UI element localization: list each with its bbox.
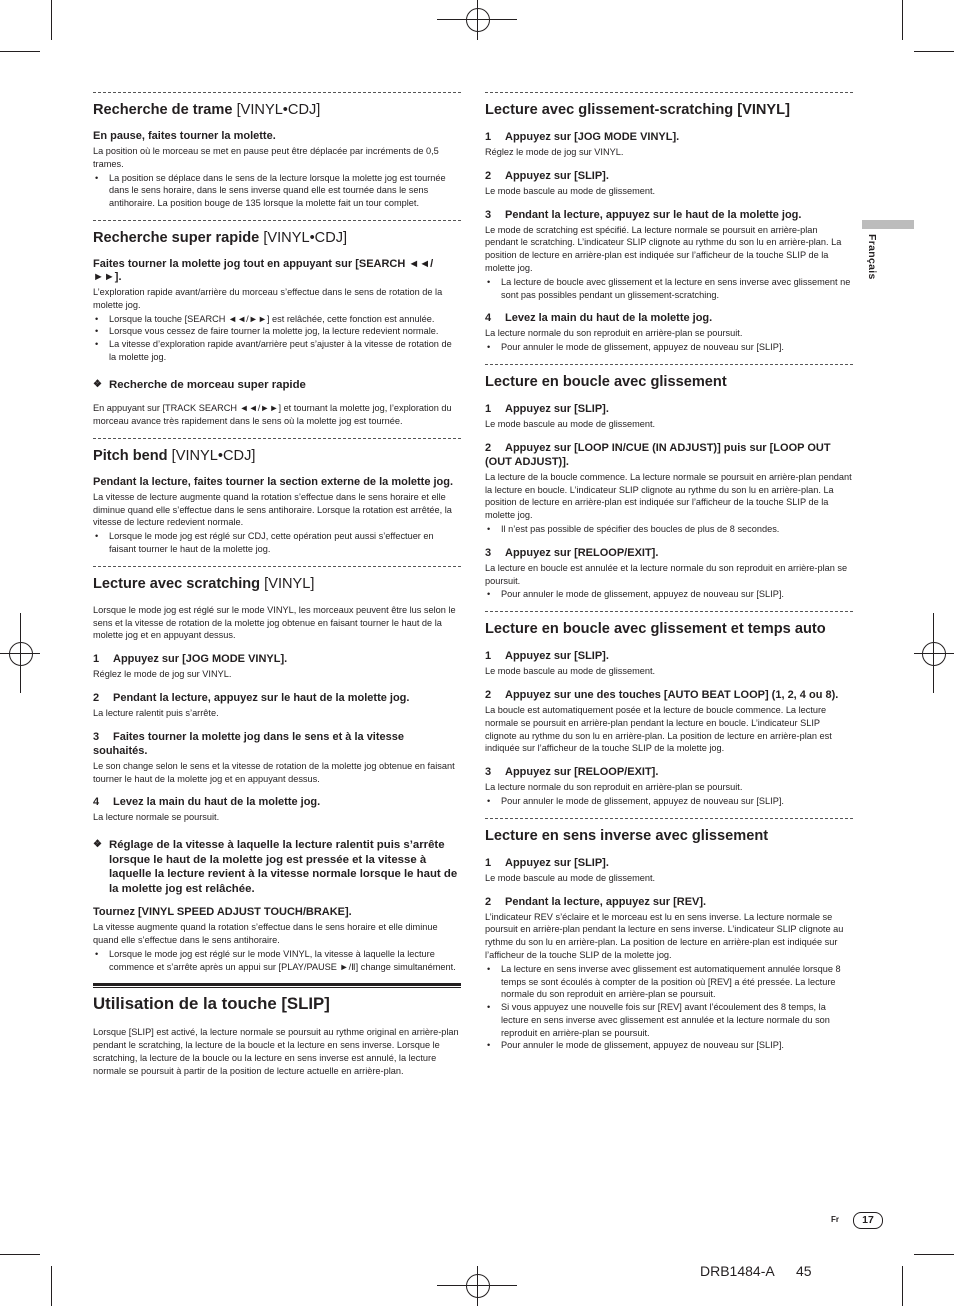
crop-mark — [0, 51, 40, 52]
chapter-title: Utilisation de la touche [SLIP] — [93, 994, 330, 1014]
instruction-lead: Pendant la lecture, faites tourner la section externe de la molette jog. — [93, 475, 454, 488]
bullet-list — [485, 341, 853, 354]
section-divider — [485, 92, 853, 93]
bullet-item: • Lorsque le mode jog est réglé sur CDJ, cette opération peut aussi s’effectuer en faisant tourner le haut de la molette jog. — [93, 530, 461, 556]
bullet-item: • Il n’est pas possible de spécifier des boucles de plus de 8 secondes. — [485, 523, 853, 536]
step-label: 4 Levez la main du haut de la molette jog. — [93, 796, 321, 809]
bullet-list — [485, 276, 853, 302]
bullet-item: • La lecture en sens inverse avec glissement est automatiquement annulée lorsque 8 temps se sont écoulés à compter de la position où [REV] a été pressée. La lecture normale du son reproduit en arrière-plan se poursuit. — [485, 963, 853, 1001]
subsection-title: ❖ Recherche de morceau super rapide — [93, 378, 306, 391]
paragraph: La lecture ralentit puis s’arrête. — [93, 708, 219, 719]
paragraph: Le mode bascule au mode de glissement. — [485, 666, 656, 677]
bullet-list — [93, 530, 461, 556]
step-label: 3 Appuyez sur [RELOOP/EXIT]. — [485, 766, 659, 779]
page-language-code: Fr — [831, 1215, 839, 1224]
paragraph: La vitesse de lecture augmente quand la rotation s’effectue dans le sens horaire et elle diminue quand elle s’effectue dans le sens antihoraire. Lorsque la rotation est arrêtée, la vitesse de lecture redevient normale. — [93, 491, 452, 528]
step-label: 3 Faites tourner la molette jog dans le sens et à la vitesse souhaités. — [93, 730, 404, 757]
registration-mark — [20, 613, 21, 693]
step-label: 3 Appuyez sur [RELOOP/EXIT]. — [485, 546, 659, 559]
paragraph: La vitesse augmente quand la rotation s’effectue dans le sens horaire et elle diminue quand elle s’effectue dans le sens antihoraire. — [93, 922, 438, 946]
language-tab — [862, 220, 914, 229]
step-label: 1 Appuyez sur [SLIP]. — [485, 856, 609, 869]
section-divider — [93, 92, 461, 93]
bullet-list — [93, 313, 461, 364]
registration-mark — [9, 642, 33, 666]
registration-mark — [466, 8, 490, 32]
paragraph: La lecture de la boucle commence. La lecture normale se poursuit en arrière-plan pendant la lecture en boucle. L’indicateur SLIP clignote au rythme du son lu en arrière-plan. La position de lecture en arrière-plan est indiquée sur l’afficheur de la touche SLIP de la molette jog. — [485, 471, 852, 521]
section-title: Recherche super rapide [VINYL•CDJ] — [93, 229, 348, 246]
section-title: Lecture avec scratching [VINYL] — [93, 575, 315, 592]
crop-mark — [51, 0, 52, 40]
registration-mark — [933, 613, 934, 693]
print-page-number: 45 — [796, 1263, 812, 1279]
step-label: 1 Appuyez sur [SLIP]. — [485, 402, 609, 415]
paragraph: Lorsque [SLIP] est activé, la lecture normale se poursuit au rythme original en arrière-plan pendant le scratching, la lecture de la boucle et la lecture en sens inverse. Lorsque le scratching, la lecture de la boucle ou la lecture en sens inverse est annulé, la lecture normale se poursuit à partir de la position de lecture actuelle en arrière-plan. — [93, 1027, 459, 1076]
section-title: Lecture en sens inverse avec glissement — [485, 827, 769, 844]
paragraph: En appuyant sur [TRACK SEARCH ◄◄/►►] et tournant la molette jog, l’exploration du morceau avance très rapidement dans le sens où la molette jog est tournée. — [93, 403, 452, 427]
paragraph: Le mode bascule au mode de glissement. — [485, 185, 656, 196]
section-divider — [93, 220, 461, 221]
bullet-item: • La position se déplace dans le sens de la lecture lorsque la molette jog est tournée dans le sens horaire, dans le sens inverse quand elle est tournée dans le sens antihoraire. La position bouge de 135 lorsque la molette fait un tour complet. — [93, 172, 461, 210]
bullet-item: • Pour annuler le mode de glissement, appuyez de nouveau sur [SLIP]. — [485, 1039, 853, 1052]
step-label: 3 Pendant la lecture, appuyez sur le haut de la molette jog. — [485, 208, 802, 221]
bullet-item: • Lorsque la touche [SEARCH ◄◄/►►] est relâchée, cette fonction est annulée. — [93, 313, 461, 326]
crop-mark — [0, 1254, 40, 1255]
language-tab-label: Français — [866, 234, 878, 280]
paragraph: L’exploration rapide avant/arrière du morceau s’effectue dans le sens de rotation de la molette jog. — [93, 286, 443, 310]
instruction-lead: En pause, faites tourner la molette. — [93, 130, 276, 142]
registration-mark — [466, 1274, 490, 1298]
paragraph: La lecture normale se poursuit. — [93, 812, 220, 823]
diamond-bullet-icon: ❖ — [93, 839, 102, 851]
crop-mark — [51, 1266, 52, 1306]
bullet-item: • La vitesse d’exploration rapide avant/arrière peut s’ajuster à la vitesse de rotation de la molette jog. — [93, 338, 461, 364]
bullet-item: • Lorsque vous cessez de faire tourner la molette jog, la lecture redevient normale. — [93, 325, 461, 338]
bullet-item: • La lecture de boucle avec glissement et la lecture en sens inverse avec glissement ne sont pas possibles pendant un glissement-scratching. — [485, 276, 853, 302]
bullet-item: • Pour annuler le mode de glissement, appuyez de nouveau sur [SLIP]. — [485, 795, 853, 808]
section-title: Lecture avec glissement-scratching [VINYL] — [485, 102, 790, 118]
crop-mark — [902, 1266, 903, 1306]
step-label: 1 Appuyez sur [JOG MODE VINYL]. — [485, 131, 680, 143]
paragraph: Le son change selon le sens et la vitesse de rotation de la molette jog obtenue en faisant tourner le haut de la molette jog et en appuyant dessus. — [93, 760, 455, 784]
bullet-list — [485, 795, 853, 808]
section-divider — [93, 566, 461, 567]
left-column — [93, 88, 461, 1088]
section-title: Recherche de trame [VINYL•CDJ] — [93, 102, 321, 118]
paragraph: La lecture normale du son reproduit en arrière-plan se poursuit. — [485, 782, 743, 793]
bullet-item: • Lorsque le mode jog est réglé sur le mode VINYL, la vitesse à laquelle la lecture commence et s’arrête après un appui sur [PLAY/PAUSE ►/Ⅱ] change simultanément. — [93, 948, 461, 974]
step-label: 2 Pendant la lecture, appuyez sur [REV]. — [485, 895, 707, 908]
step-label: 4 Levez la main du haut de la molette jog. — [485, 312, 713, 325]
paragraph: La lecture normale du son reproduit en arrière-plan se poursuit. — [485, 328, 743, 339]
diamond-bullet-icon: ❖ — [93, 378, 102, 390]
section-divider — [485, 364, 853, 365]
section-title: Lecture en boucle avec glissement — [485, 373, 727, 390]
section-divider — [485, 611, 853, 612]
paragraph: La boucle est automatiquement posée et la lecture de boucle commence. La lecture normale se poursuit en arrière-plan pendant la lecture en boucle. L’indicateur SLIP clignote au rythme du son lu en arrière-plan. La position de lecture en arrière-plan est indiquée sur l’afficheur de la touche SLIP de la molette jog. — [485, 704, 832, 754]
document-id: DRB1484-A — [700, 1263, 775, 1279]
step-label: 2 Appuyez sur [LOOP IN/CUE (IN ADJUST)] puis sur [LOOP OUT (OUT ADJUST)]. — [485, 441, 831, 468]
page-number: 17 — [853, 1212, 883, 1229]
step-label: 2 Appuyez sur [SLIP]. — [485, 169, 609, 182]
step-label: 1 Appuyez sur [JOG MODE VINYL]. — [93, 653, 288, 666]
registration-mark — [922, 642, 946, 666]
bullet-item: • Pour annuler le mode de glissement, appuyez de nouveau sur [SLIP]. — [485, 341, 853, 354]
paragraph: Le mode bascule au mode de glissement. — [485, 418, 656, 429]
section-title: Pitch bend [VINYL•CDJ] — [93, 447, 256, 464]
section-divider — [485, 818, 853, 819]
registration-mark — [914, 653, 954, 654]
bullet-list — [93, 948, 461, 974]
step-label: 2 Pendant la lecture, appuyez sur le haut de la molette jog. — [93, 692, 410, 705]
bullet-item: • Pour annuler le mode de glissement, appuyez de nouveau sur [SLIP]. — [485, 588, 853, 601]
step-label: 1 Appuyez sur [SLIP]. — [485, 650, 609, 663]
crop-mark — [914, 1254, 954, 1255]
paragraph: Lorsque le mode jog est réglé sur le mode VINYL, les morceaux peuvent être lus selon le sens et la vitesse de rotation de la molette jog obtenue en faisant tourner le haut de la molette jog et en appuyant dessus. — [93, 604, 456, 641]
step-label: 2 Appuyez sur une des touches [AUTO BEAT LOOP] (1, 2, 4 ou 8). — [485, 688, 839, 701]
paragraph: Le mode de scratching est spécifié. La lecture normale se poursuit en arrière-plan pendant le scratching. L’indicateur SLIP clignote au rythme du son lu en arrière-plan. La position de lecture en arrière-plan est indiquée sur l’afficheur de la touche SLIP de la molette jog. — [485, 224, 842, 273]
registration-mark — [477, 0, 478, 40]
bullet-item: • Si vous appuyez une nouvelle fois sur [REV] avant l’écoulement des 8 temps, la lecture en sens inverse avec glissement est annulée et la lecture normale du son reproduit en arrière-plan se poursuit. — [485, 1001, 853, 1039]
instruction-lead: Tournez [VINYL SPEED ADJUST TOUCH/BRAKE]. — [93, 906, 352, 919]
paragraph: La lecture en boucle est annulée et la lecture normale du son reproduit en arrière-plan se poursuit. — [485, 562, 848, 586]
registration-mark — [477, 1266, 478, 1306]
instruction-lead: Faites tourner la molette jog tout en appuyant sur [SEARCH ◄◄/►►]. — [93, 257, 434, 283]
subsection-title: ❖ Réglage de la vitesse à laquelle la lecture ralentit puis s’arrête lorsque le haut de la molette jog est pressée et la vitesse à laquelle la lecture revient à la vitesse normale lorsque le haut de la molette jog est relâchée. — [93, 839, 458, 895]
paragraph: La position où le morceau se met en pause peut être déplacée par incréments de 0,5 trames. — [93, 146, 439, 169]
paragraph: L’indicateur REV s’éclaire et le morceau est lu en sens inverse. La lecture normale se poursuit en arrière-plan pendant la lecture en sens inverse. L’indicateur SLIP clignote au rythme du son lu en arrière-plan. La position de lecture en arrière-plan est indiquée sur l’afficheur de la touche SLIP de la molette jog. — [485, 911, 844, 960]
paragraph: Le mode bascule au mode de glissement. — [485, 872, 656, 883]
bullet-list — [485, 588, 853, 601]
section-title: Lecture en boucle avec glissement et temps auto — [485, 621, 826, 638]
crop-mark — [914, 51, 954, 52]
section-divider — [93, 438, 461, 439]
bullet-list — [93, 172, 461, 210]
bullet-list — [485, 523, 853, 536]
crop-mark — [902, 0, 903, 40]
chapter-divider — [93, 983, 461, 988]
paragraph: Réglez le mode de jog sur VINYL. — [485, 147, 624, 157]
right-column — [485, 88, 853, 1062]
bullet-list — [485, 963, 853, 1053]
paragraph: Réglez le mode de jog sur VINYL. — [93, 669, 232, 680]
